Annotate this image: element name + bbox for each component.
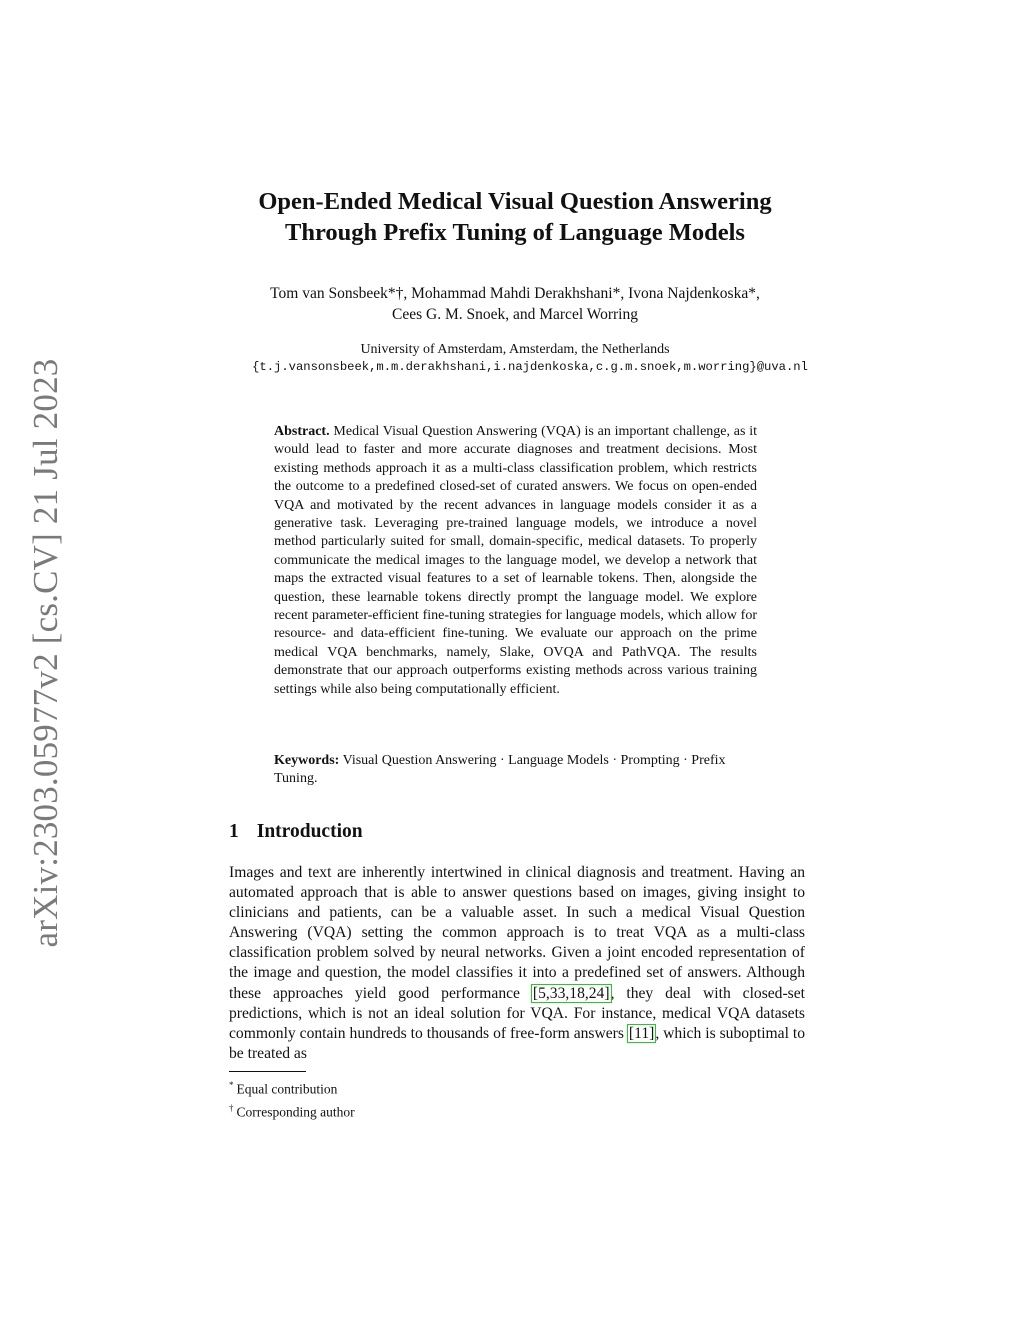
abstract-text: Medical Visual Question Answering (VQA) is an important challenge, as it would lead to faster and more accurate diagnoses and treatment decisions. Most existing methods approach it as a multi-class classification problem, which restricts the outcome to a predefined closed-set of curated answers. We focus on open-ended VQA and motivated by the recent advances in language models consider it as a generative task. Leveraging pre-trained language models, we introduce a novel method particularly suited for small, domain-specific, medical datasets. To properly communicate the medical images to the language model, we develop a network that maps the extracted visual features to a set of learnable tokens. Then, alongside the question, these learnable tokens directly prompt the language model. We explore recent parameter-efficient fine-tuning strategies for language models, which allow for resource- and data-efficient fine-tuning. We evaluate our approach on the prime medical VQA benchmarks, namely, Slake, OVQA and PathVQA. The results demonstrate that our approach outperforms existing methods across various training settings while also being computationally efficient.: [274, 424, 758, 697]
title-line-1: Open-Ended Medical Visual Question Answering: [258, 188, 772, 215]
abstract-label: Abstract.: [274, 424, 330, 439]
author-list: [200, 283, 830, 325]
introduction-paragraph: [229, 863, 805, 1064]
abstract: [274, 423, 757, 699]
author-emails: {t.j.vansonsbeek,m.m.derakhshani,i.najdenkoska,c.g.m.snoek,m.worring}@uva.nl: [252, 360, 808, 374]
authors-line-1: Tom van Sonsbeek*†, Mohammad Mahdi Derakhshani*, Ivona Najdenkoska*,: [270, 285, 760, 302]
footnote-text: Corresponding author: [236, 1104, 355, 1120]
arxiv-identifier-text: arXiv:2303.05977v2 [cs.CV] 21 Jul 2023: [26, 358, 65, 947]
citation-link[interactable]: [11]: [628, 1024, 655, 1042]
footnote-text: Equal contribution: [236, 1081, 338, 1097]
affiliation: University of Amsterdam, Amsterdam, the Netherlands: [360, 342, 670, 357]
footnote-mark: *: [229, 1080, 234, 1090]
authors-line-2: Cees G. M. Snoek, and Marcel Worring: [392, 306, 638, 323]
paper-title: [200, 186, 830, 248]
keywords: [274, 752, 757, 789]
section-heading-introduction: [229, 821, 363, 843]
keywords-label: Keywords:: [274, 753, 340, 768]
footnote-divider: [229, 1071, 306, 1072]
section-number: 1: [229, 821, 239, 842]
keywords-text: Visual Question Answering · Language Models · Prompting · Prefix Tuning.: [274, 753, 726, 787]
intro-text-part-2: , they deal with closed-set predictions, which is not an ideal solution for VQA. For instance, medical VQA datasets commonly contain hundreds to thousands of free-form answers: [229, 984, 805, 1042]
footnotes: [229, 1076, 355, 1122]
footnote-mark: †: [229, 1103, 234, 1113]
title-line-2: Through Prefix Tuning of Language Models: [285, 219, 745, 246]
intro-text-part-1: Images and text are inherently intertwined in clinical diagnosis and treatment. Having an automated approach that is able to answer questions based on images, giving insight to clinicians and patients, can be a valuable asset. In such a medical Visual Question Answering (VQA) setting the common approach is to treat VQA as a multi-class classification problem solved by neural networks. Given a joint encoded representation of the image and question, the model classifies it into a predefined set of answers. Although these approaches yield good performance: [229, 864, 805, 1002]
footnote-equal-contribution: [229, 1076, 355, 1099]
intro-text-part-3: , which is suboptimal to be treated as: [229, 1024, 805, 1062]
footnote-corresponding-author: [229, 1099, 355, 1122]
section-title: Introduction: [256, 821, 363, 842]
arxiv-identifier: [22, 358, 70, 947]
citation-link[interactable]: [5,33,18,24]: [532, 984, 610, 1002]
